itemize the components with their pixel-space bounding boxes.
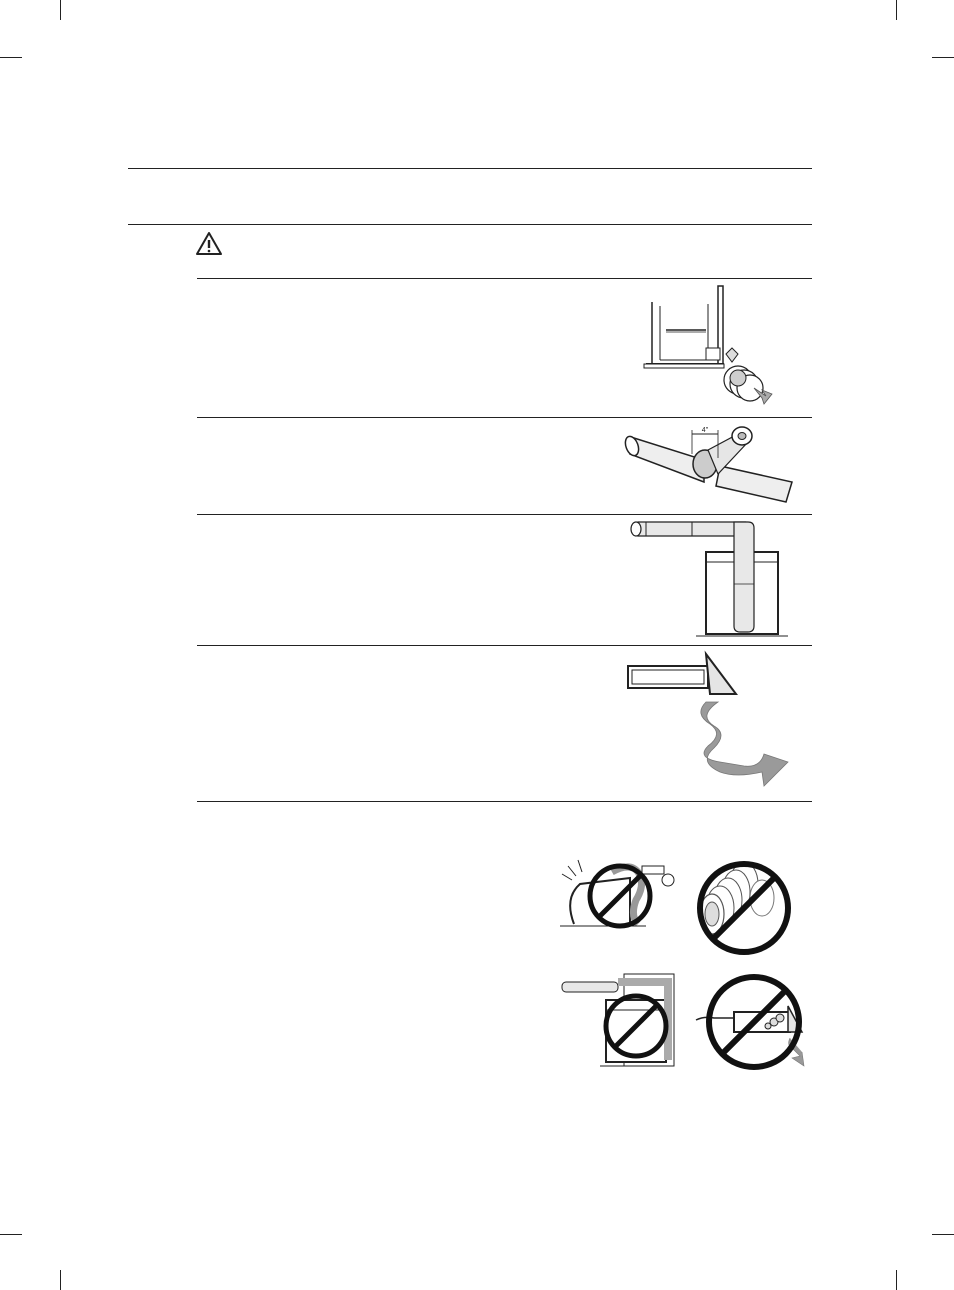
section-rule bbox=[197, 278, 812, 279]
crop-mark bbox=[896, 1270, 897, 1290]
section-rule bbox=[197, 417, 812, 418]
crop-mark bbox=[60, 0, 61, 20]
duct-routing-through-dryer-illustration bbox=[626, 518, 792, 640]
crop-mark bbox=[0, 57, 22, 58]
crop-mark bbox=[896, 0, 897, 20]
duct-routing-prohibited-illustration bbox=[556, 968, 682, 1072]
header-top-rule bbox=[128, 168, 812, 169]
section-rule bbox=[197, 645, 812, 646]
crop-mark bbox=[60, 1270, 61, 1290]
crushed-duct-prohibited-illustration bbox=[556, 854, 682, 934]
header-bottom-rule bbox=[128, 224, 812, 225]
clogged-exhaust-prohibited-illustration bbox=[694, 972, 816, 1072]
duct-connection-clamp-illustration bbox=[640, 284, 780, 408]
duct-tape-joint-illustration bbox=[624, 420, 796, 512]
section-rule bbox=[197, 801, 812, 802]
flexible-foil-duct-prohibited-illustration bbox=[692, 856, 796, 956]
crop-mark bbox=[0, 1234, 22, 1235]
warning-triangle-icon bbox=[195, 231, 223, 257]
section-rule bbox=[197, 514, 812, 515]
crop-mark bbox=[932, 1234, 954, 1235]
measure-label: 4" bbox=[701, 427, 709, 434]
crop-mark bbox=[932, 57, 954, 58]
exhaust-hood-airflow-illustration bbox=[624, 650, 794, 790]
